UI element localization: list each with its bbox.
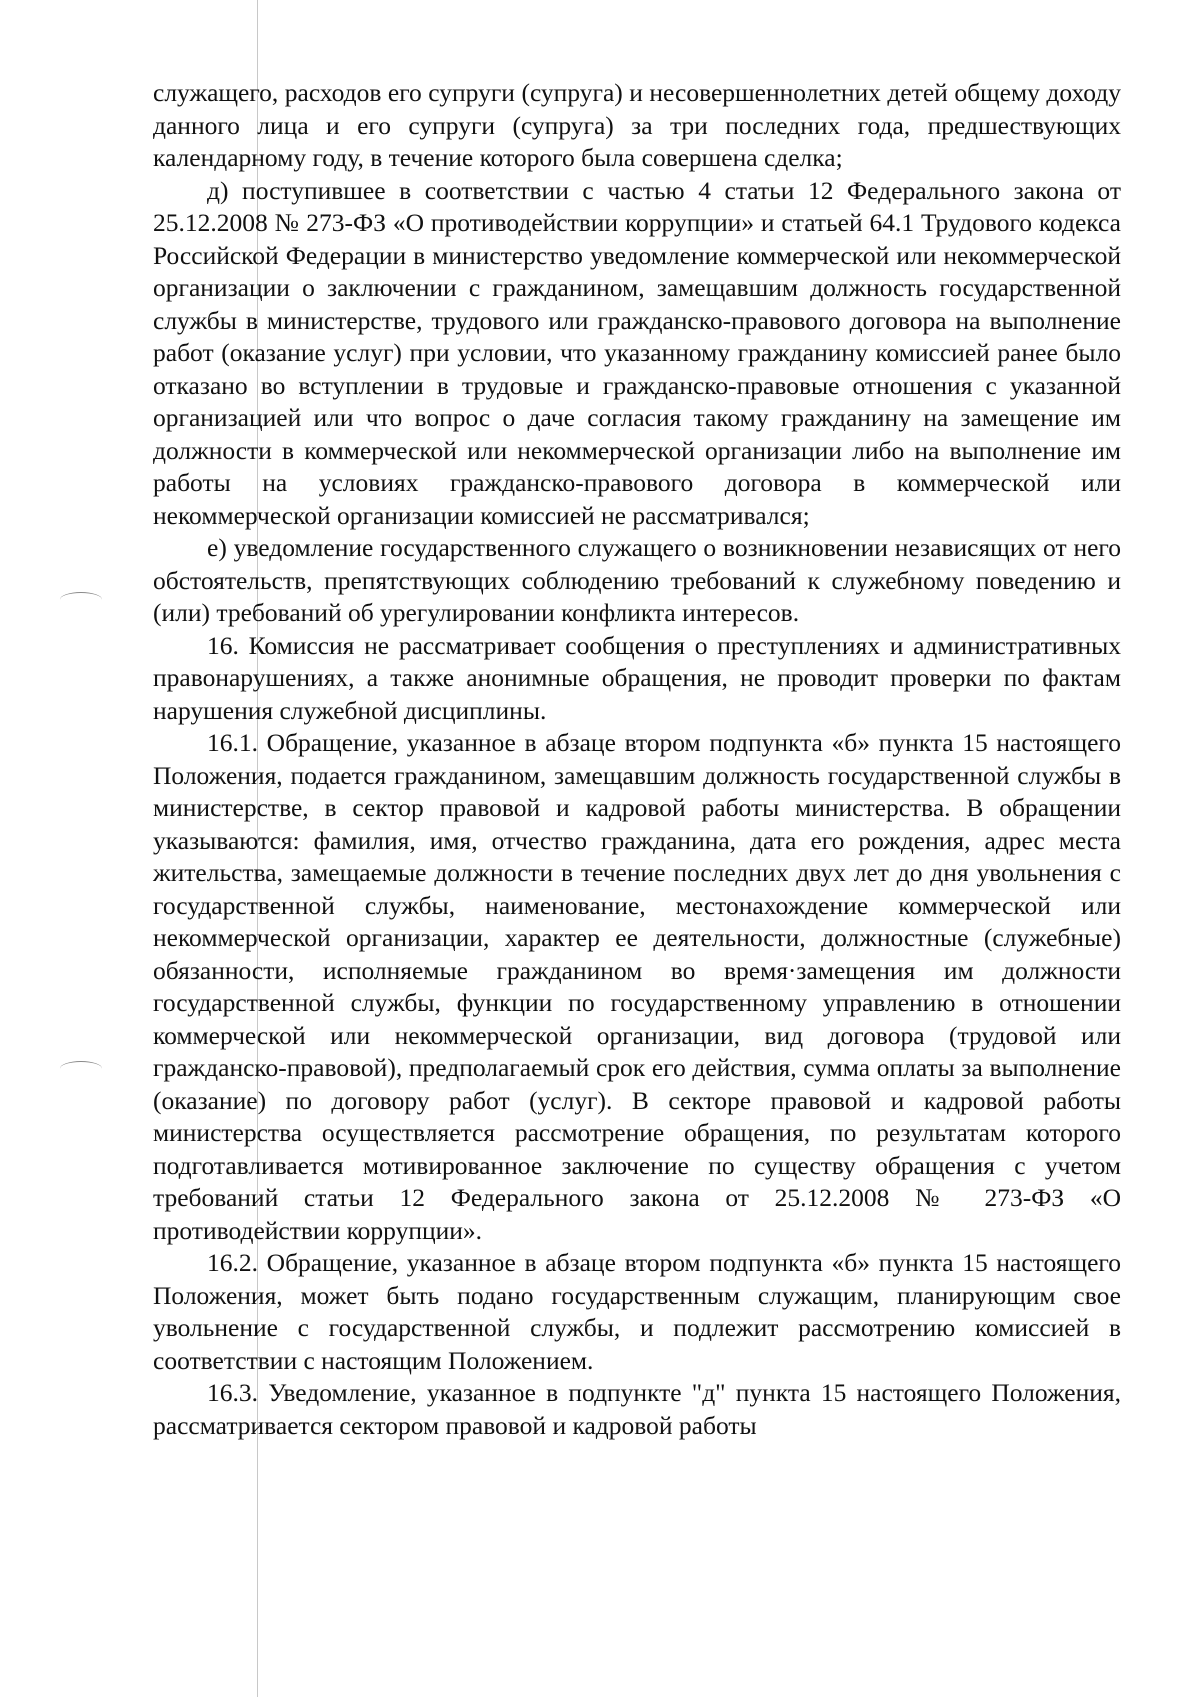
margin-mark bbox=[60, 592, 102, 607]
paragraph-16-1: 16.1. Обращение, указанное в абзаце втором подпункта «б» пункта 15 настоящего Положения, подается гражданином, замещавшим должность государственной службы в министерстве, в сектор правовой и кадровой работы министерства. В обращении указываются: фамилия, имя, отчество гражданина, дата его рождения, адрес места жительства, замещаемые должности в течение последних двух лет до дня увольнения с государственной службы, наименование, местонахождение коммерческой или некоммерческой организации, характер ее деятельности, должностные (служебные) обязанности, исполняемые гражданином во время·замещения им должности государственной службы, функции по государственному управлению в отношении коммерческой или некоммерческой организации, вид договора (трудовой или гражданско-правовой), предполагаемый срок его действия, сумма оплаты за выполнение (оказание) по договору работ (услуг). В секторе правовой и кадровой работы министерства осуществляется рассмотрение обращения, по результатам которого подготавливается мотивированное заключение по существу обращения с учетом требований статьи 12 Федерального закона от 25.12.2008 № 273-ФЗ «О противодействии коррупции». bbox=[153, 728, 1121, 1245]
margin-mark bbox=[60, 1061, 102, 1076]
document-body bbox=[153, 77, 1121, 1442]
paragraph-16: 16. Комиссия не рассматривает сообщения о преступлениях и административных правонарушениях, а также анонимные обращения, не проводит проверки по фактам нарушения служебной дисциплины. bbox=[153, 630, 1121, 725]
paragraph-continuation: служащего, расходов его супруги (супруга) и несовершеннолетних детей общему доходу данного лица и его супруги (супруга) за три последних года, предшествующих календарному году, в течение которого была совершена сделка; bbox=[153, 78, 1121, 172]
paragraph-item-d: д) поступившее в соответствии с частью 4 статьи 12 Федерального закона от 25.12.2008 № 273-ФЗ «О противодействии коррупции» и статьей 64.1 Трудового кодекса Российской Федерации в министерство уведомление коммерческой или некоммерческой организации о заключении с гражданином, замещавшим должность государственной службы в министерстве, трудового или гражданско-правового договора на выполнение работ (оказание услуг) при условии, что указанному гражданину комиссией ранее было отказано во вступлении в трудовые и гражданско-правовые отношения с указанной организацией или что вопрос о даче согласия такому гражданину на замещение им должности в коммерческой или некоммерческой организации либо на выполнение им работы на условиях гражданско-правового договора в коммерческой или некоммерческой организации комиссией не рассматривался; bbox=[153, 175, 1121, 530]
paragraph-item-e: е) уведомление государственного служащего о возникновении независящих от него обстоятельств, препятствующих соблюдению требований к служебному поведению и (или) требований об урегулировании конфликта интересов. bbox=[153, 533, 1121, 627]
paragraph-16-2: 16.2. Обращение, указанное в абзаце втором подпункта «б» пункта 15 настоящего Положения, может быть подано государственным служащим, планирующим свое увольнение с государственной службы, и подлежит рассмотрению комиссией в соответствии с настоящим Положением. bbox=[153, 1248, 1121, 1375]
paragraph-16-3: 16.3. Уведомление, указанное в подпункте "д" пункта 15 настоящего Положения, рассматривается сектором правовой и кадровой работы bbox=[153, 1378, 1121, 1440]
